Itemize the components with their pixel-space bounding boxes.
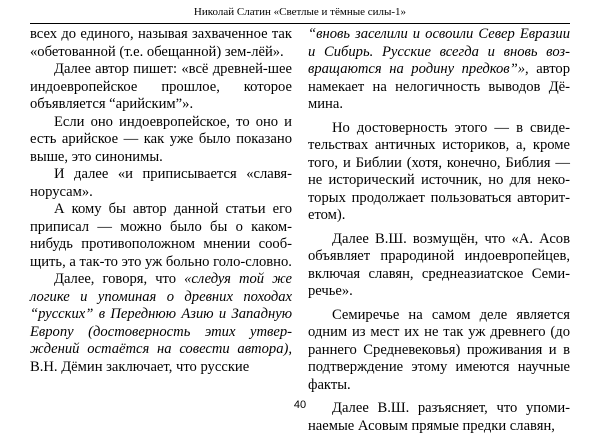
paragraph-lead: Далее, говоря, что xyxy=(54,271,177,287)
paragraph: Но достоверность этого — в свиде-тельствах античных историков, а, кроме того, и Библии (хотя, конечно, Библия — не исторический источник, но для неко-торых продолжает пользоваться авторит-етом). xyxy=(308,119,570,223)
paragraph xyxy=(30,271,292,376)
italic-quote: «следуя той же логике и упоминая о древних походах “русских” в Переднюю Азию и Западную Европу (достоверность этих утвер-ждений остаётся на совести автора), xyxy=(30,271,293,357)
paragraph: Далее В.Ш. возмущён, что «А. Асов объявляет прародиной индоевропейцев, включая славян, среднеазиатское Семи-речье». xyxy=(308,230,570,299)
paragraph: А кому бы автор данной статьи его приписал — можно было бы о каком-нибудь противоположном мнении сооб-щить, а так-то это уж больно голо-словно. xyxy=(30,201,292,270)
paragraph: Далее автор пишет: «всё древней-шее индоевропейское прошлое, которое объявляется “арийским”». xyxy=(30,61,292,112)
paragraph: Если оно индоевропейское, то оно и есть арийское — как уже было показано выше, это синонимы. xyxy=(30,113,292,165)
paragraph: Далее В.Ш. разъясняет, что упоми-наемые Асовым прямые предки славян, xyxy=(308,400,570,434)
page-number: 40 xyxy=(293,399,307,411)
paragraph-tail: , автор намекает на нелогичность выводов Дё-мина. xyxy=(308,61,570,112)
paragraph: И далее «и приписывается «славя-норусам». xyxy=(30,166,292,200)
running-header: Николай Слатин «Светлые и тёмные силы-1» xyxy=(30,5,570,24)
paragraph-tail: В.Н. Дёмин заключает, что русские xyxy=(30,358,250,375)
paragraph: всех до единого, называя захваченное так «обетованной (т.е. обещанной) зем-лёй». xyxy=(30,26,292,60)
right-column xyxy=(308,26,570,435)
italic-quote: “вновь заселили и освоили Север Евразии и Сибирь. Русские всегда и вновь воз-вращаются на родину предков”» xyxy=(308,26,570,77)
left-column xyxy=(30,26,292,376)
paragraph xyxy=(308,26,570,114)
paragraph: Семиречье на самом деле является одним из мест их не так уж древнего (до раннего Средневековья) проживания и в подтверждение этому имеются научные факты. xyxy=(308,306,570,393)
